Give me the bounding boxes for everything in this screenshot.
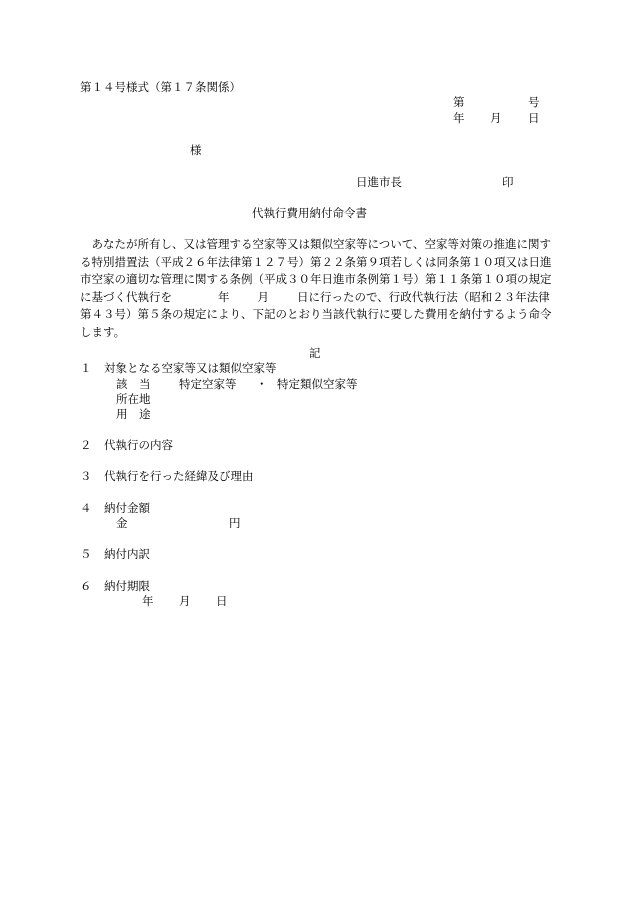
form-label: 第１４号様式（第１７条関係）	[80, 80, 241, 94]
item1-location-label: 所在地	[116, 392, 151, 406]
date-month: 月	[490, 111, 502, 125]
item4-yen: 円	[229, 516, 241, 530]
item6-year: 年	[142, 594, 154, 608]
body-month: 月	[257, 289, 269, 304]
item1-option-similar: 特定類似空家等	[277, 377, 358, 391]
number-prefix: 第	[453, 95, 465, 109]
item3-title: 代執行を行った経緯及び理由	[104, 469, 254, 483]
date-day: 日	[528, 111, 540, 125]
item1-option-specific: 特定空家等	[179, 377, 237, 391]
issuer-title: 日進市長	[356, 175, 402, 189]
item5-number: ５	[80, 547, 92, 561]
item1-separator: ・	[256, 377, 268, 391]
ki-heading: 記	[309, 346, 321, 360]
item1-title: 対象となる空家等又は類似空家等	[104, 361, 277, 375]
body-text-2: 日に行ったので、行政代執行法（昭和２３年法律第４３号）第５条の規定により、下記のとおり当該代執行に要した費用を納付するよう命令します。	[80, 289, 552, 339]
item2-number: ２	[80, 438, 92, 452]
date-year: 年	[453, 111, 465, 125]
number-suffix: 号	[528, 95, 540, 109]
item1-applicable-label: 該 当	[116, 377, 151, 391]
item2-title: 代執行の内容	[104, 438, 173, 452]
item1-number: １	[80, 361, 92, 375]
item4-kin: 金	[116, 516, 128, 530]
body-paragraph	[80, 236, 560, 341]
body-text-1: あなたが所有し、又は管理する空家等又は類似空家等について、空家等対策の推進に関する特別措置法（平成２６年法律第１２７号）第２２条第９項若しくは同条第１０項又は日進市空家の適切な管理に関する条例（平成３０年日進市条例第１号）第１１条第１０項の規定に基づく代執行を	[80, 237, 552, 304]
item6-number: ６	[80, 579, 92, 593]
body-year: 年	[218, 289, 230, 304]
item6-month: 月	[179, 594, 191, 608]
addressee-suffix: 様	[190, 143, 202, 157]
item4-number: ４	[80, 501, 92, 515]
item6-day: 日	[216, 594, 228, 608]
item3-number: ３	[80, 469, 92, 483]
seal-mark: 印	[502, 175, 514, 189]
item6-title: 納付期限	[104, 579, 150, 593]
item4-title: 納付金額	[104, 501, 150, 515]
item1-use-label: 用 途	[116, 407, 151, 421]
item5-title: 納付内訳	[104, 547, 150, 561]
document-title: 代執行費用納付命令書	[252, 206, 367, 220]
